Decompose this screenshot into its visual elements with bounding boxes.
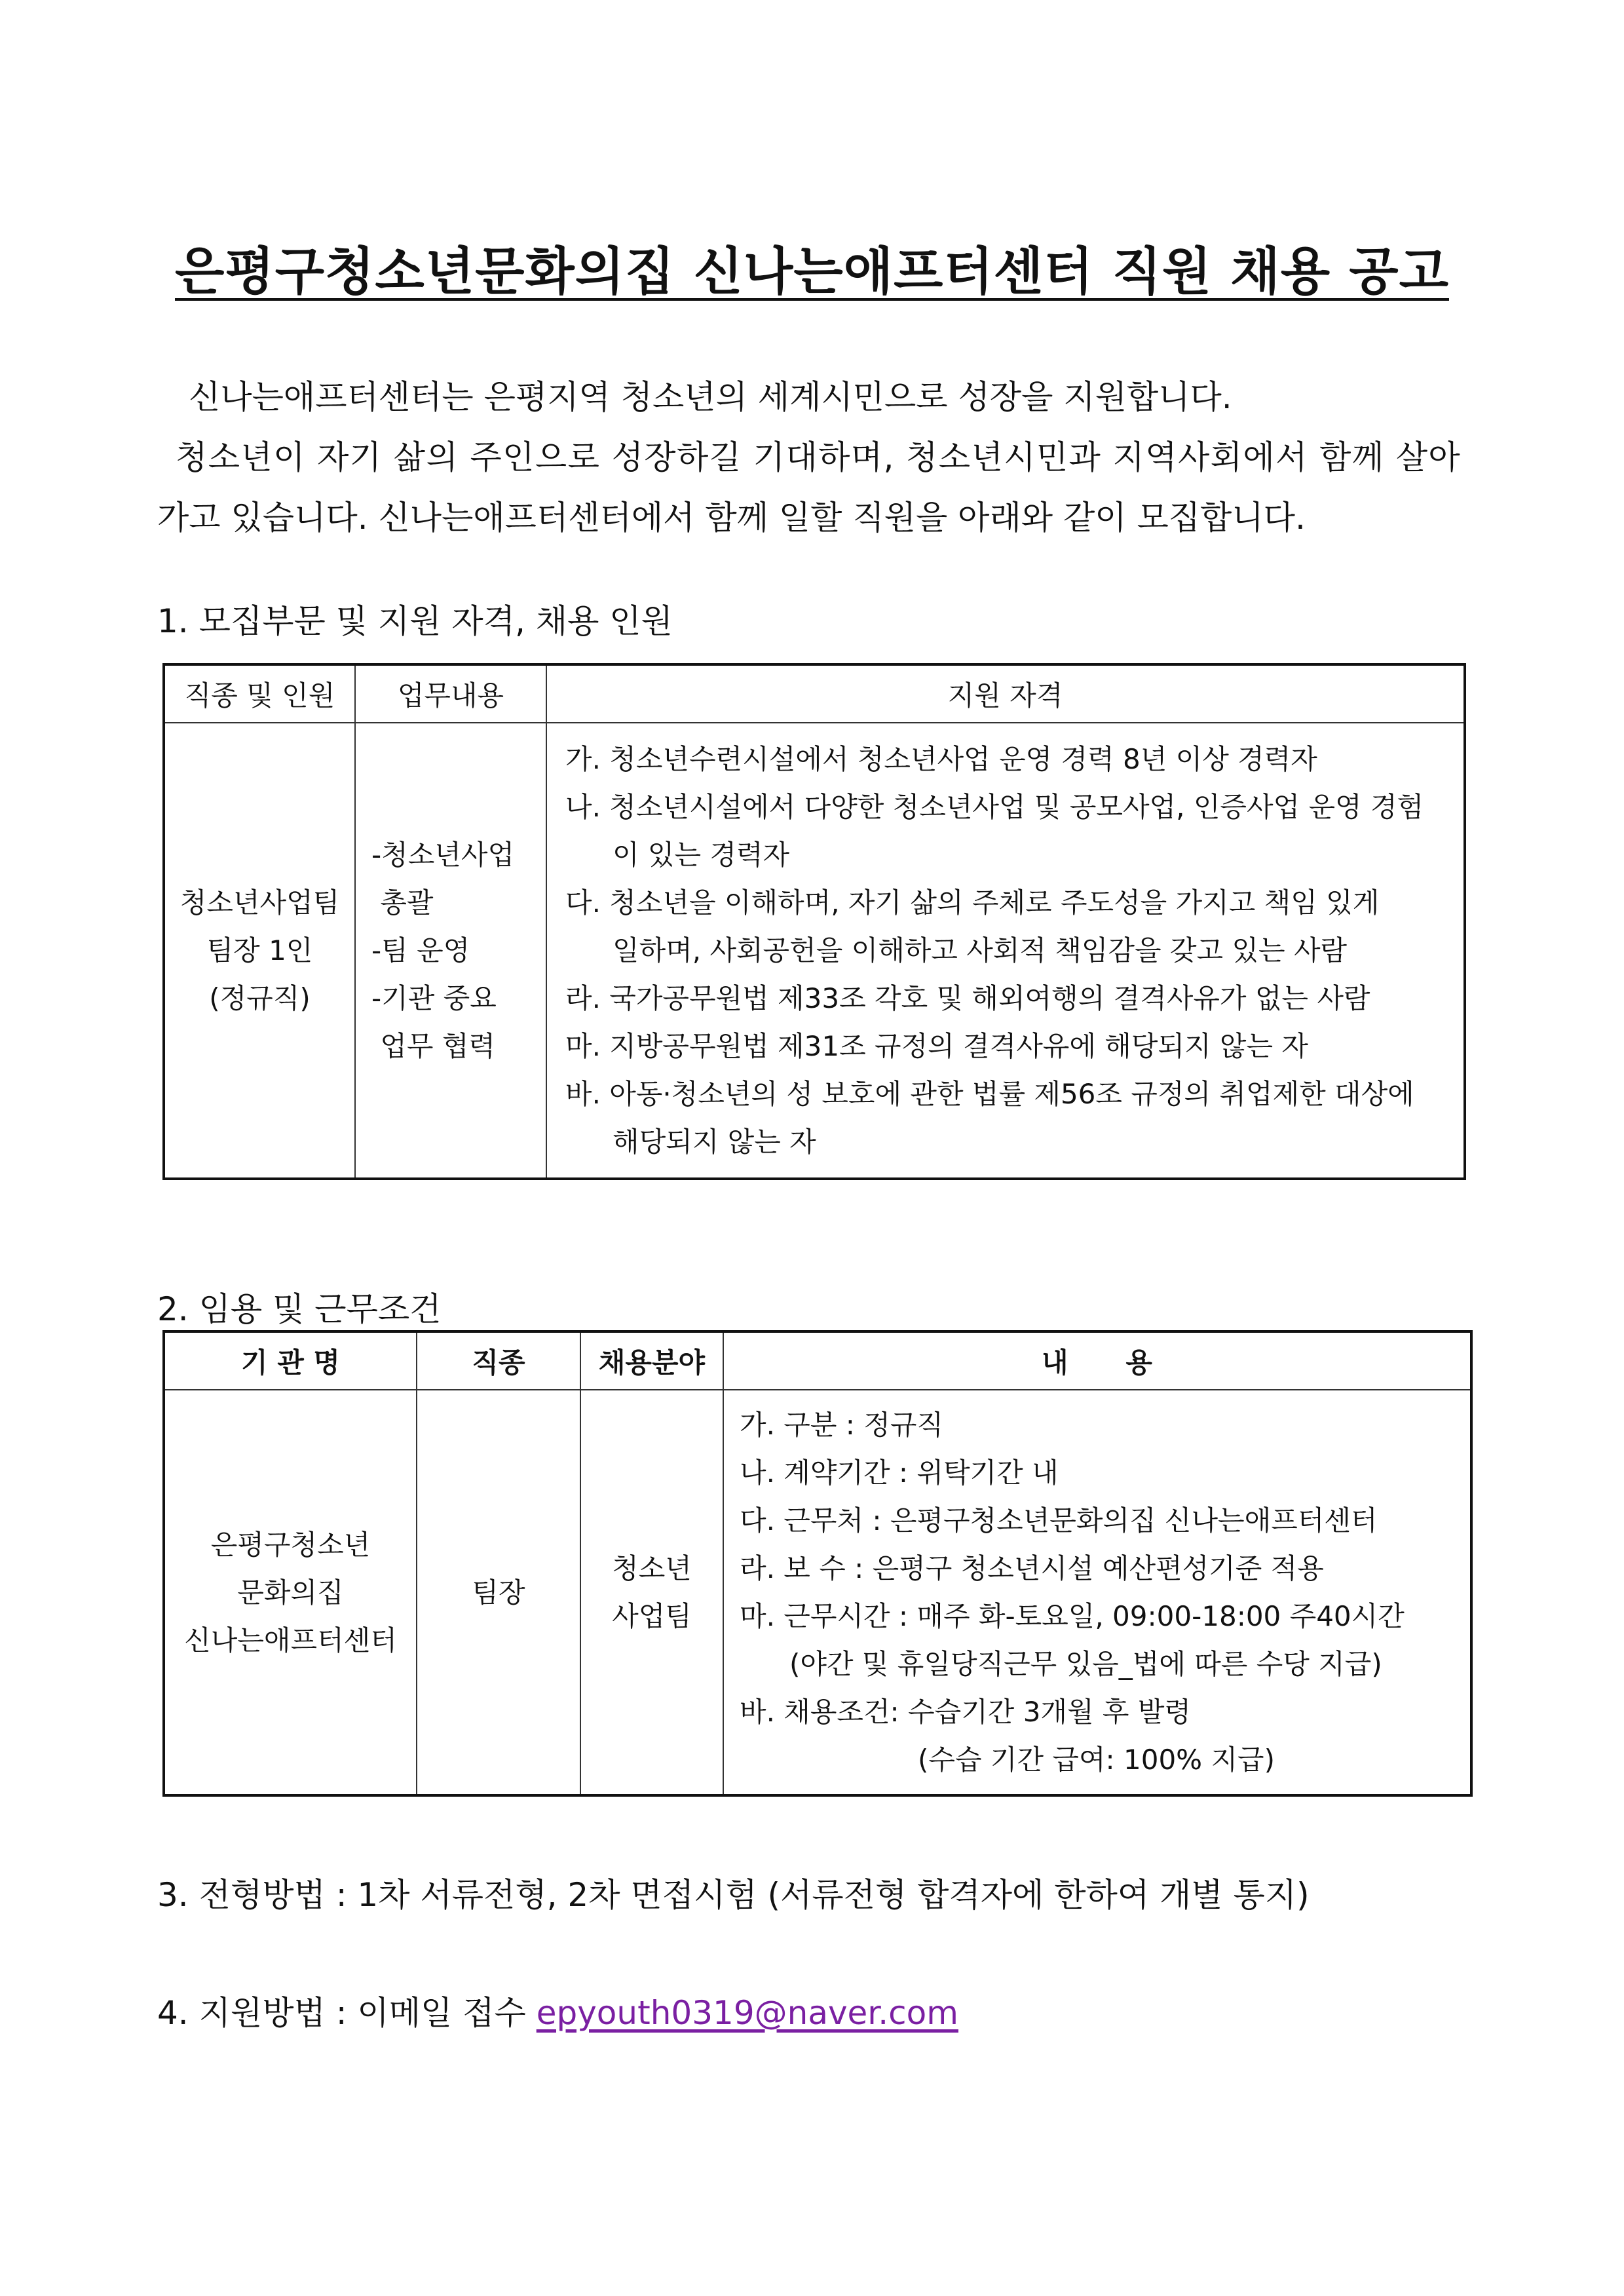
field-cell: 청소년 사업팀 <box>580 1390 723 1795</box>
section3-selection-method: 3. 전형방법 : 1차 서류전형, 2차 면접시험 (서류전형 합격자에 한하여 개별 통지) <box>157 1876 1310 1914</box>
condition-item: 다. 근무처 : 은평구청소년문화의집 신나는애프터센터 <box>740 1504 1378 1537</box>
email-link[interactable]: epyouth0319@naver.com <box>536 1994 958 2032</box>
job-cell: 팀장 <box>417 1390 580 1795</box>
recruitment-table <box>162 663 1466 1180</box>
table-row <box>164 1390 1471 1795</box>
qualification-item: 이 있는 경력자 <box>613 839 790 871</box>
condition-item: (수습 기간 급여: 100% 지급) <box>918 1744 1275 1776</box>
duties-cell: -청소년사업 총괄 -팀 운영 -기관 중요 업무 협력 <box>355 723 546 1179</box>
header-content: 내 용 <box>723 1331 1471 1390</box>
condition-item: 마. 근무시간 : 매주 화-토요일, 09:00-18:00 주40시간 <box>740 1600 1405 1632</box>
qualification-item: 바. 아동·청소년의 성 보호에 관한 법률 제56조 규정의 취업제한 대상에 <box>565 1078 1414 1110</box>
qualification-item: 해당되지 않는 자 <box>613 1126 816 1158</box>
header-qualifications: 지원 자격 <box>546 664 1465 723</box>
condition-item: 나. 계약기간 : 위탁기간 내 <box>740 1457 1059 1489</box>
qualification-item: 가. 청소년수련시설에서 청소년사업 운영 경력 8년 이상 경력자 <box>565 743 1317 775</box>
intro-line: 가고 있습니다. 신나는애프터센터에서 함께 일할 직원을 아래와 같이 모집합니다. <box>157 499 1306 537</box>
qualifications-cell <box>546 723 1465 1179</box>
table-header-row <box>164 1331 1471 1390</box>
header-org: 기 관 명 <box>164 1331 417 1390</box>
condition-item: 라. 보 수 : 은평구 청소년시설 예산편성기준 적용 <box>740 1552 1324 1584</box>
org-cell: 은평구청소년 문화의집 신나는애프터센터 <box>164 1390 417 1795</box>
section1-heading: 1. 모집부문 및 지원 자격, 채용 인원 <box>157 602 673 640</box>
intro-paragraph <box>157 367 1481 548</box>
page-title: 은평구청소년문화의집 신나는애프터센터 직원 채용 공고 <box>175 242 1449 301</box>
position-cell: 청소년사업팀 팀장 1인 (정규직) <box>164 723 355 1179</box>
condition-item: 바. 채용조건: 수습기간 3개월 후 발령 <box>740 1696 1191 1728</box>
table-header-row <box>164 664 1465 723</box>
header-job: 직종 <box>417 1331 580 1390</box>
condition-item: (야간 및 휴일당직근무 있음_법에 따른 수당 지급) <box>789 1648 1382 1680</box>
intro-line: 청소년이 자기 삶의 주인으로 성장하길 기대하며, 청소년시민과 지역사회에서 함께 살아 <box>176 438 1462 476</box>
header-field: 채용분야 <box>580 1331 723 1390</box>
qualification-item: 일하며, 사회공헌을 이해하고 사회적 책임감을 갖고 있는 사람 <box>613 934 1348 966</box>
content-cell <box>723 1390 1471 1795</box>
condition-item: 가. 구분 : 정규직 <box>740 1409 943 1441</box>
qualification-item: 나. 청소년시설에서 다양한 청소년사업 및 공모사업, 인증사업 운영 경험 <box>565 791 1424 823</box>
conditions-table <box>162 1330 1473 1797</box>
section4-application-method: 4. 지원방법 : 이메일 접수 epyouth0319@naver.com <box>157 1994 958 2032</box>
header-duties: 업무내용 <box>355 664 546 723</box>
header-position: 직종 및 인원 <box>164 664 355 723</box>
section2-heading: 2. 임용 및 근무조건 <box>157 1290 442 1328</box>
qualification-item: 다. 청소년을 이해하며, 자기 삶의 주체로 주도성을 가지고 책임 있게 <box>565 887 1380 919</box>
intro-line: 신나는애프터센터는 은평지역 청소년의 세계시민으로 성장을 지원합니다. <box>189 378 1232 416</box>
table-row <box>164 723 1465 1179</box>
qualification-item: 마. 지방공무원법 제31조 규정의 결격사유에 해당되지 않는 자 <box>565 1030 1308 1062</box>
qualification-item: 라. 국가공무원법 제33조 각호 및 해외여행의 결격사유가 없는 사람 <box>565 982 1370 1014</box>
